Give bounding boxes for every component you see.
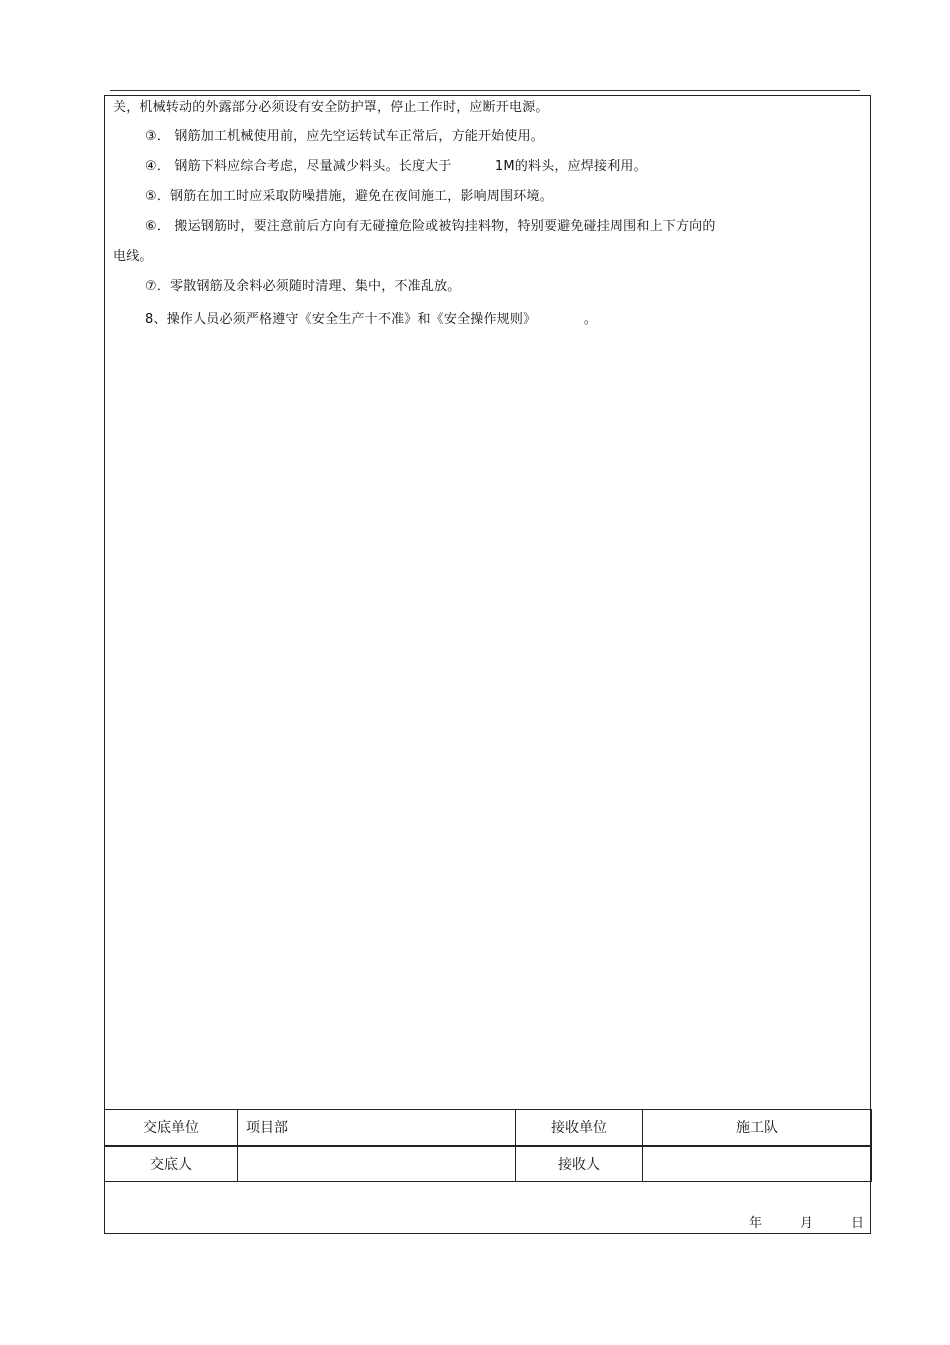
content-line: 8、操作人员必须严格遵守《安全生产十不准》和《安全操作规则》 。 [145, 312, 598, 327]
receiver-label: 接收人 [516, 1146, 643, 1182]
date-line [749, 1212, 864, 1231]
content-line: 关，机械转动的外露部分必须设有安全防护罩，停止工作时，应断开电源。 [113, 100, 549, 115]
header-rule [110, 90, 860, 91]
date-month-label: 月 [799, 1216, 813, 1231]
table-row [105, 1110, 872, 1146]
handover-person-field[interactable] [238, 1146, 516, 1182]
receiving-unit-label: 接收单位 [516, 1110, 643, 1146]
signature-table [104, 1109, 872, 1182]
table-row [105, 1146, 872, 1182]
date-year-label: 年 [748, 1216, 762, 1231]
content-line: ⑥． 搬运钢筋时，要注意前后方向有无碰撞危险或被钩挂料物，特别要避免碰挂周围和上下方向的 [145, 219, 716, 234]
content-line: ⑦．零散钢筋及余料必须随时清理、集中，不准乱放。 [145, 279, 461, 294]
content-line: ④． 钢筋下料应综合考虑，尽量减少料头。长度大于 1M的料头，应焊接利用。 [145, 159, 647, 174]
handover-unit-value[interactable]: 项目部 [238, 1110, 516, 1146]
handover-person-label: 交底人 [105, 1146, 238, 1182]
content-line: 电线。 [113, 249, 153, 264]
receiving-unit-value[interactable]: 施工队 [643, 1110, 872, 1146]
disclosure-form [104, 95, 871, 1234]
handover-unit-label: 交底单位 [105, 1110, 238, 1146]
content-line: ⑤．钢筋在加工时应采取防噪措施，避免在夜间施工，影响周围环境。 [145, 189, 553, 204]
content-line: ③． 钢筋加工机械使用前，应先空运转试车正常后，方能开始使用。 [145, 129, 544, 144]
receiver-field[interactable] [643, 1146, 872, 1182]
date-day-label: 日 [850, 1216, 864, 1231]
